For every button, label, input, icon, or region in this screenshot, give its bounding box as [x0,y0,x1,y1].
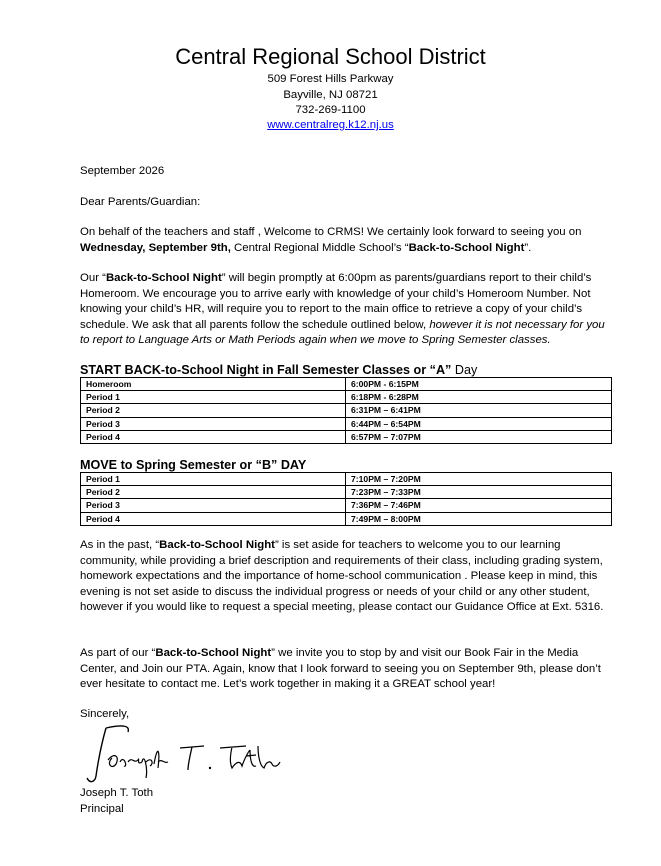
p1-text-a: On behalf of the teachers and staff , Welcome to CRMS! We certainly look forward to seeing you on [80,226,582,238]
p1-date-bold: Wednesday, September 9th, [80,241,231,254]
time-cell: 7:49PM – 8:00PM [346,512,612,525]
closing: Sincerely, [80,708,130,720]
table-row [81,430,612,443]
p1-event-bold: Back-to-School Night [408,241,525,254]
fall-schedule-heading [80,362,477,378]
phone-number: 732-269-1100 [295,104,366,116]
p1-text-c: ”. [524,241,532,254]
period-cell: Period 3 [81,417,346,430]
fall-heading-day: Day [451,363,478,377]
letter-date: September 2026 [80,165,165,177]
address-line-1: 509 Forest Hills Parkway [267,73,394,85]
p2-text-b: ” will begin promptly at 6:00pm as parents/guardians report to their child’s Homeroom. We encourage you to arrive early with knowledge of your child’s Homeroom Number. Not knowing your child’s HR, will require you to report to the main office to retrieve a copy of your child’s schedule. We ask that all parents follow the schedule outlined below, [80,272,592,331]
signer-title: Principal [80,803,124,815]
spring-schedule-heading: MOVE to Spring Semester or “B” DAY [80,458,307,472]
time-cell: 7:23PM – 7:33PM [346,486,612,499]
time-cell: 6:18PM - 6:28PM [346,391,612,404]
period-cell: Period 1 [81,391,346,404]
letter-greeting: Dear Parents/Guardian: [80,196,201,208]
p4-text-b: ” we invite you to stop by and visit our Book Fair in the Media Center, and Join our PTA. Again, know that I look forward to seeing you on September 9th, please don’t ever hesitate to contact me. Let’s work together in making it a GREAT school year! [80,647,601,690]
time-cell: 6:44PM – 6:54PM [346,417,612,430]
p4-event-bold: Back-to-School Night [155,647,272,659]
table-row [81,404,612,417]
table-row [81,486,612,499]
p3-event-bold: Back-to-School Night [159,539,275,551]
fall-schedule-table [80,377,612,444]
website-link[interactable]: www.centralreg.k12.nj.us [267,119,394,131]
table-row [81,378,612,391]
p3-text-b: ” is set aside for teachers to welcome you to our learning community, while providing a brief description and requirements of their class, including grading system, homework expectations and the importance of home-school communication . Please keep in mind, this evening is not set aside to discuss the individual progress or needs of your child or any other student, however if you would like to request a special meeting, please contact our Guidance Office at Ext. 5316. [80,539,604,613]
period-cell: Period 4 [81,512,346,525]
time-cell: 6:57PM – 7:07PM [346,430,612,443]
period-cell: Period 3 [81,499,346,512]
time-cell: 6:31PM – 6:41PM [346,404,612,417]
website-line [0,118,661,134]
period-cell: Period 2 [81,404,346,417]
p1-text-b: Central Regional Middle School’s “ [230,241,409,254]
p2-event-bold: Back-to-School Night [105,272,222,284]
time-cell: 6:00PM - 6:15PM [346,378,612,391]
spring-schedule-table [80,472,612,526]
p3-text-a: As in the past, “ [80,539,160,551]
paragraph-purpose [80,538,615,616]
time-cell: 7:10PM – 7:20PM [346,473,612,486]
period-cell: Homeroom [81,378,346,391]
p2-italic-note: however it is not necessary for you to report to Language Arts or Math Periods again when we move to Spring Semester classes. [80,318,605,346]
time-cell: 7:36PM – 7:46PM [346,499,612,512]
period-cell: Period 2 [81,486,346,499]
address-line-2: Bayville, NJ 08721 [283,89,378,101]
signer-name: Joseph T. Toth [80,787,154,799]
district-title: Central Regional School District [175,44,486,69]
table-row [81,499,612,512]
paragraph-arrival [80,271,615,349]
p4-text-a: As part of our “ [80,647,156,659]
fall-heading-bold: START BACK-to-School Night in Fall Semester Classes or “A” [80,363,452,377]
table-row [81,417,612,430]
handwritten-signature [84,722,284,792]
table-row [81,391,612,404]
paragraph-book-fair [80,646,615,693]
period-cell: Period 4 [81,430,346,443]
period-cell: Period 1 [81,473,346,486]
paragraph-welcome [80,225,615,256]
table-row [81,512,612,525]
p2-text-a: Our “ [80,272,106,284]
table-row [81,473,612,486]
